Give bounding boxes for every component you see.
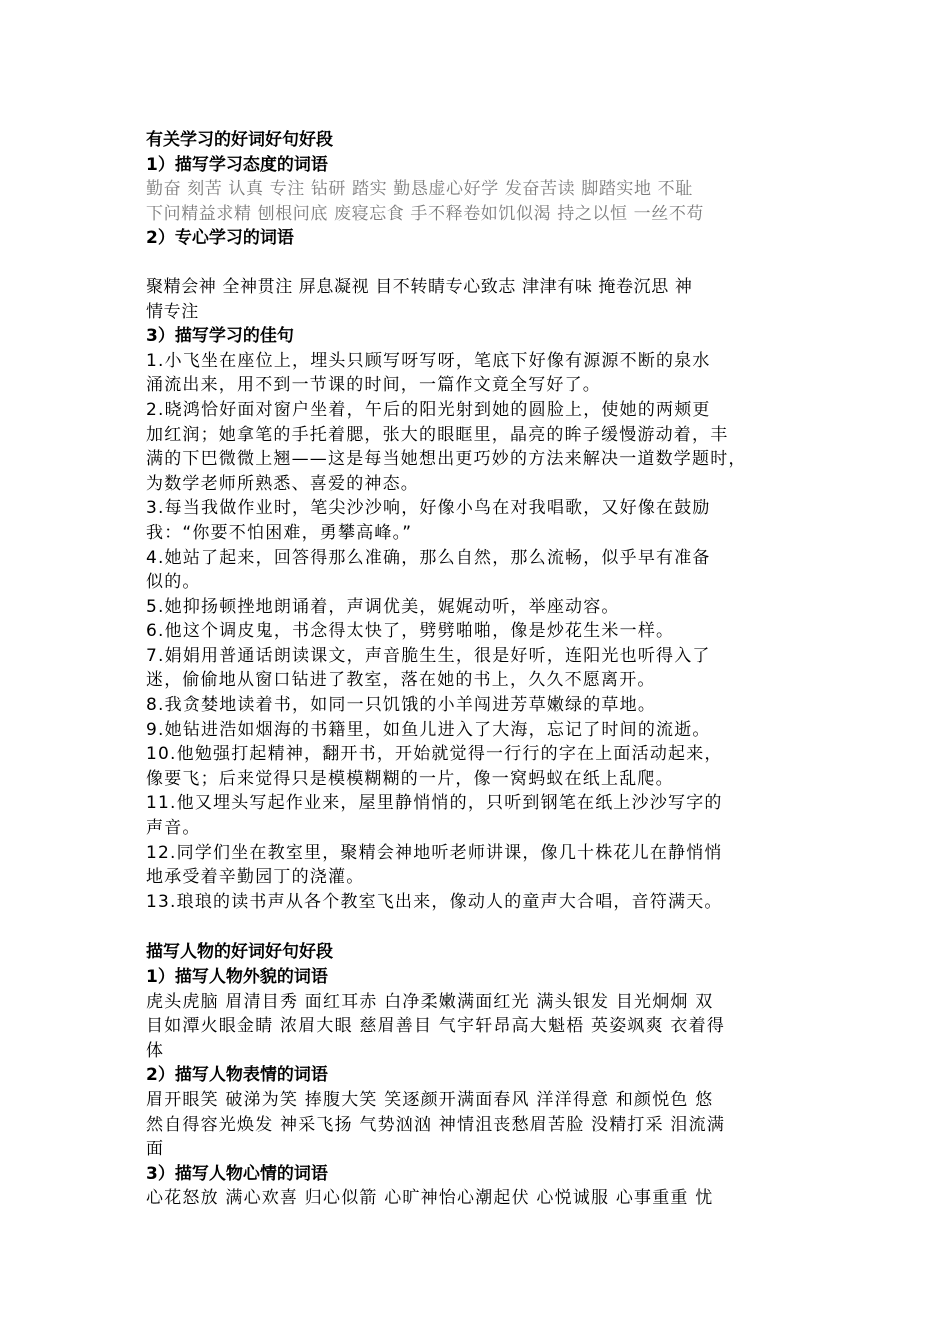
section-title: 有关学习的好词好句好段 xyxy=(146,130,333,150)
sentence-line: 为数学老师所熟悉、喜爱的神态。 xyxy=(146,473,419,494)
word-list-line: 心花怒放 满心欢喜 归心似箭 心旷神怡心潮起伏 心悦诚服 心事重重 忧 xyxy=(146,1188,714,1209)
document-page xyxy=(146,128,816,1211)
word-list-line: 眉开眼笑 破涕为笑 捧腹大笑 笑逐颜开满面春风 洋洋得意 和颜悦色 悠 xyxy=(146,1089,714,1110)
word-list-line: 下问精益求精 刨根问底 废寝忘食 手不释卷如饥似渴 持之以恒 一丝不苟 xyxy=(146,203,705,224)
word-list-line: 然自得容光焕发 神采飞扬 气势汹汹 神情沮丧愁眉苦脸 没精打采 泪流满 xyxy=(146,1114,726,1135)
sentence-line: 地承受着辛勤园丁的浇灌。 xyxy=(146,867,365,888)
word-list-line: 体 xyxy=(146,1040,165,1061)
sentence-line: 7.娟娟用普通话朗读课文，声音脆生生，很是好听，连阳光也听得入了 xyxy=(146,645,711,666)
sentence-line: 声音。 xyxy=(146,818,201,839)
spacer xyxy=(146,251,816,275)
sentence-line: 9.她钻进浩如烟海的书籍里，如鱼儿进入了大海，忘记了时间的流逝。 xyxy=(146,719,711,740)
word-list-line: 虎头虎脑 眉清目秀 面红耳赤 白净柔嫩满面红光 满头银发 目光炯炯 双 xyxy=(146,991,714,1012)
subsection-heading: 2）描写人物表情的词语 xyxy=(146,1065,328,1086)
subsection-heading: 3）描写学习的佳句 xyxy=(146,326,294,347)
sentence-line: 12.同学们坐在教室里，聚精会神地听老师讲课，像几十株花儿在静悄悄 xyxy=(146,842,723,863)
word-list-line: 聚精会神 全神贯注 屏息凝视 目不转睛专心致志 津津有味 掩卷沉思 神 xyxy=(146,276,693,297)
subsection-heading: 1）描写人物外貌的词语 xyxy=(146,967,328,987)
sentence-line: 10.他勉强打起精神，翻开书，开始就觉得一行行的字在上面活动起来， xyxy=(146,744,723,765)
sentence-line: 5.她抑扬顿挫地朗诵着，声调优美，娓娓动听，举座动容。 xyxy=(146,596,620,617)
subsection-heading: 3）描写人物心情的词语 xyxy=(146,1163,328,1184)
sentence-line: 像要飞；后来觉得只是模模糊糊的一片，像一窝蚂蚁在纸上乱爬。 xyxy=(146,768,674,789)
sentence-line: 满的下巴微微上翘——这是每当她想出更巧妙的方法来解决一道数学题时， xyxy=(146,449,747,470)
spacer xyxy=(146,914,816,940)
sentence-line: 6.他这个调皮鬼，书念得太快了，劈劈啪啪，像是炒花生米一样。 xyxy=(146,621,675,642)
sentence-line: 13.琅琅的读书声从各个教室飞出来，像动人的童声大合唱，音符满天。 xyxy=(146,891,723,912)
sentence-line: 加红润；她拿笔的手托着腮，张大的眼眶里，晶亮的眸子缓慢游动着，丰 xyxy=(146,424,729,445)
sentence-line: 4.她站了起来，回答得那么准确，那么自然，那么流畅，似乎早有准备 xyxy=(146,547,711,568)
sentence-line: 涌流出来，用不到一节课的时间，一篇作文竟全写好了。 xyxy=(146,375,601,396)
section-title: 描写人物的好词好句好段 xyxy=(146,942,333,963)
word-list-line: 目如潭火眼金睛 浓眉大眼 慈眉善目 气宇轩昂高大魁梧 英姿飒爽 衣着得 xyxy=(146,1016,726,1037)
word-list-line: 情专注 xyxy=(146,301,199,322)
sentence-line: 似的。 xyxy=(146,572,201,593)
word-list-line: 勤奋 刻苦 认真 专注 钻研 踏实 勤恳虚心好学 发奋苦读 脚踏实地 不耻 xyxy=(146,179,693,200)
sentence-line: 1.小飞坐在座位上，埋头只顾写呀写呀，笔底下好像有源源不断的泉水 xyxy=(146,350,711,371)
word-list-line: 面 xyxy=(146,1139,165,1160)
sentence-line: 3.每当我做作业时，笔尖沙沙响，好像小鸟在对我唱歌，又好像在鼓励 xyxy=(146,498,711,519)
sentence-line: 我：“你要不怕困难，勇攀高峰。” xyxy=(146,522,413,543)
subsection-heading: 2）专心学习的词语 xyxy=(146,228,294,249)
sentence-line: 8.我贪婪地读着书，如同一只饥饿的小羊闯进芳草嫩绿的草地。 xyxy=(146,695,657,716)
sentence-line: 迷，偷偷地从窗口钻进了教室，落在她的书上，久久不愿离开。 xyxy=(146,670,656,691)
subsection-heading: 1）描写学习态度的词语 xyxy=(146,154,328,175)
sentence-line: 11.他又埋头写起作业来，屋里静悄悄的，只听到钢笔在纸上沙沙写字的 xyxy=(146,793,723,814)
sentence-line: 2.晓鸿恰好面对窗户坐着，午后的阳光射到她的圆脸上，使她的两颊更 xyxy=(146,399,711,420)
